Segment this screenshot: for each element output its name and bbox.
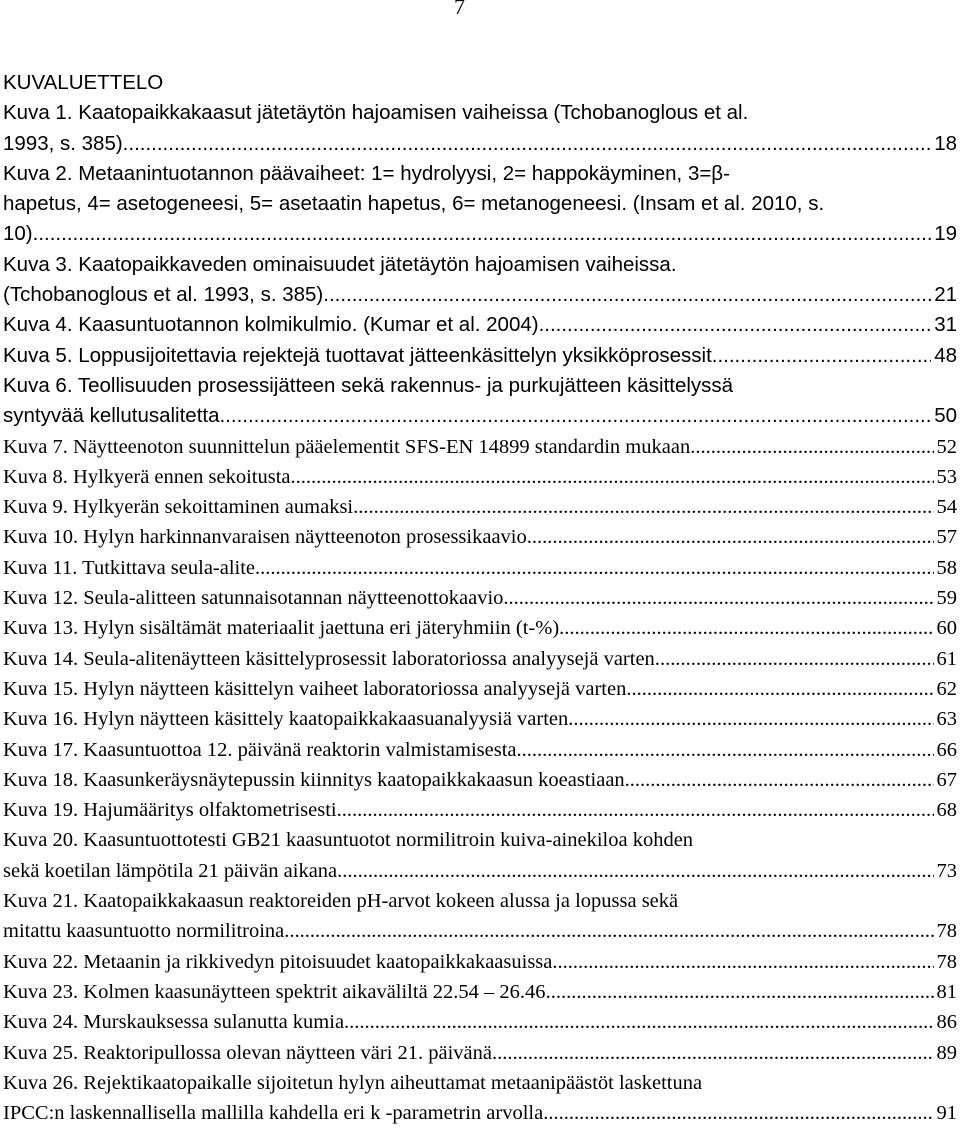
dot-leader xyxy=(539,310,932,340)
dot-leader xyxy=(558,947,934,977)
list-item[interactable] xyxy=(3,977,957,1007)
entry-text: Kuva 7. Näytteenoton suunnittelun pääelementit SFS-EN 14899 standardin mukaan. xyxy=(3,435,696,458)
list-item[interactable] xyxy=(3,462,957,492)
dot-leader xyxy=(573,704,933,734)
entry-page-number: 54 xyxy=(934,492,958,522)
entry-page-number: 53 xyxy=(934,462,958,492)
list-item[interactable] xyxy=(3,583,957,613)
list-item[interactable] xyxy=(3,795,957,825)
entry-text: Kuva 21. Kaatopaikkakaasun reaktoreiden pH-arvot kokeen alussa ja lopussa sekä xyxy=(3,890,679,913)
dot-leader xyxy=(660,644,934,674)
list-item[interactable] xyxy=(3,341,957,371)
list-item[interactable] xyxy=(3,886,957,947)
dot-leader xyxy=(225,401,931,431)
dot-leader xyxy=(717,341,931,371)
entry-page-number: 61 xyxy=(934,644,958,674)
dot-leader xyxy=(323,280,931,310)
list-item[interactable] xyxy=(3,674,957,704)
list-heading: KUVALUETTELO xyxy=(3,71,164,94)
dot-leader xyxy=(128,129,931,159)
dot-leader xyxy=(546,977,934,1007)
entry-page-number: 86 xyxy=(934,1007,958,1037)
list-item[interactable] xyxy=(3,735,957,765)
entry-text: hapetus, 4= asetogeneesi, 5= asetaatin hapetus, 6= metanogeneesi. (Insam et al. 2010, s. xyxy=(3,192,825,216)
dot-leader xyxy=(342,795,934,825)
dot-leader xyxy=(509,583,934,613)
list-item[interactable] xyxy=(3,1007,957,1037)
entry-page-number: 78 xyxy=(934,947,958,977)
figure-list xyxy=(3,68,957,1128)
entry-text: 10) xyxy=(3,222,33,246)
entry-page-number: 50 xyxy=(931,401,957,431)
entry-text: (Tchobanoglous et al. 1993, s. 385) xyxy=(3,283,324,307)
entry-text: Kuva 23. Kolmen kaasunäytteen spektrit aikaväliltä 22.54 – 26.46 xyxy=(3,980,546,1003)
dot-leader xyxy=(260,553,933,583)
dot-leader xyxy=(33,219,932,249)
entry-text: Kuva 1. Kaatopaikkakaasut jätetäytön hajoamisen vaiheissa (Tchobanoglous et al. xyxy=(3,101,749,125)
entry-page-number: 21 xyxy=(931,280,957,310)
entry-text: Kuva 9. Hylkyerän sekoittaminen aumaksi. xyxy=(3,496,359,519)
entry-text: Kuva 8. Hylkyerä ennen sekoitusta. xyxy=(3,465,296,488)
list-item[interactable] xyxy=(3,644,957,674)
entry-page-number: 78 xyxy=(934,916,958,946)
entry-text: Kuva 17. Kaasuntuottoa 12. päivänä reaktorin valmistamisesta. xyxy=(3,738,522,761)
figure-entries xyxy=(3,98,957,1128)
entry-text: Kuva 6. Teollisuuden prosessijätteen sekä rakennus- ja purkujätteen käsittelyssä xyxy=(3,373,734,397)
entry-text: Kuva 12. Seula-alitteen satunnaisotannan näytteenottokaavio. xyxy=(3,587,509,610)
entry-page-number: 19 xyxy=(931,219,957,249)
entry-text: IPCC:n laskennallisella mallilla kahdella eri k -parametrin arvolla. xyxy=(3,1102,549,1125)
dot-leader xyxy=(284,916,933,946)
entry-page-number: 31 xyxy=(931,310,957,340)
entry-page-number: 73 xyxy=(934,856,958,886)
dot-leader xyxy=(492,1038,933,1068)
dot-leader xyxy=(532,522,934,552)
dot-leader xyxy=(358,492,933,522)
entry-page-number: 81 xyxy=(934,977,958,1007)
entry-text: Kuva 26. Rejektikaatopaikalle sijoitetun hylyn aiheuttamat metaanipäästöt laskettuna xyxy=(3,1071,703,1094)
entry-text: Kuva 10. Hylyn harkinnanvaraisen näytteenoton prosessikaavio. xyxy=(3,526,532,549)
list-item[interactable] xyxy=(3,159,957,250)
dot-leader xyxy=(564,613,933,643)
entry-text: Kuva 19. Hajumääritys olfaktometrisesti. xyxy=(3,799,342,822)
dot-leader xyxy=(349,1007,933,1037)
entry-text: Kuva 18. Kaasunkeräysnäytepussin kiinnitys kaatopaikkakaasun koeastiaan. xyxy=(3,768,630,791)
entry-text: Kuva 3. Kaatopaikkaveden ominaisuudet jätetäytön hajoamisen vaiheissa. xyxy=(3,252,677,276)
entry-text: Kuva 14. Seula-alitenäytteen käsittelyprosessit laboratoriossa analyysejä varten. xyxy=(3,647,660,670)
entry-page-number: 58 xyxy=(934,553,958,583)
list-item[interactable] xyxy=(3,250,957,311)
entry-page-number: 67 xyxy=(934,765,958,795)
entry-text: 1993, s. 385). xyxy=(3,131,129,155)
entry-text: Kuva 11. Tutkittava seula-alite. xyxy=(3,556,261,579)
entry-text: Kuva 2. Metaanintuotannon päävaiheet: 1= hydrolyysi, 2= happokäyminen, 3=β- xyxy=(3,161,730,185)
list-item[interactable] xyxy=(3,522,957,552)
entry-text: Kuva 5. Loppusijoitettavia rejektejä tuottavat jätteenkäsittelyn yksikköprosessit. xyxy=(3,343,718,367)
list-item[interactable] xyxy=(3,310,957,340)
entry-page-number: 57 xyxy=(934,522,958,552)
list-item[interactable] xyxy=(3,98,957,159)
entry-page-number: 68 xyxy=(934,795,958,825)
entry-page-number: 89 xyxy=(934,1038,958,1068)
entry-page-number: 63 xyxy=(934,704,958,734)
entry-page-number: 52 xyxy=(934,432,958,462)
entry-page-number: 66 xyxy=(934,735,958,765)
list-item[interactable] xyxy=(3,492,957,522)
entry-text: Kuva 15. Hylyn näytteen käsittelyn vaiheet laboratoriossa analyysejä varten. xyxy=(3,677,632,700)
entry-text: Kuva 22. Metaanin ja rikkivedyn pitoisuudet kaatopaikkakaasuissa. xyxy=(3,950,558,973)
entry-text: Kuva 20. Kaasuntuottotesti GB21 kaasuntuotot normilitroin kuiva-ainekiloa kohden xyxy=(3,829,694,852)
list-item[interactable] xyxy=(3,765,957,795)
list-item[interactable] xyxy=(3,1068,957,1128)
entry-text: Kuva 24. Murskauksessa sulanutta kumia. xyxy=(3,1011,350,1034)
list-item[interactable] xyxy=(3,553,957,583)
list-item[interactable] xyxy=(3,947,957,977)
dot-leader xyxy=(548,1098,933,1128)
dot-leader xyxy=(630,765,934,795)
list-item[interactable] xyxy=(3,825,957,886)
entry-text: Kuva 4. Kaasuntuotannon kolmikulmio. (Kumar et al. 2004) xyxy=(3,313,539,337)
dot-leader xyxy=(631,674,933,704)
dot-leader xyxy=(695,432,933,462)
entry-text: mitattu kaasuntuotto normilitroina xyxy=(3,920,285,943)
dot-leader xyxy=(296,462,934,492)
entry-page-number: 60 xyxy=(934,613,958,643)
page-number: 7 xyxy=(454,0,465,19)
dot-leader xyxy=(522,735,934,765)
entry-text: Kuva 13. Hylyn sisältämät materiaalit jaettuna eri jäteryhmiin (t-%). xyxy=(3,617,565,640)
list-item[interactable] xyxy=(3,1038,957,1068)
list-item[interactable] xyxy=(3,371,957,432)
entry-page-number: 48 xyxy=(931,341,957,371)
dot-leader xyxy=(337,856,933,886)
list-item[interactable] xyxy=(3,704,957,734)
list-item[interactable] xyxy=(3,613,957,643)
entry-text: Kuva 16. Hylyn näytteen käsittely kaatopaikkakaasuanalyysiä varten. xyxy=(3,708,574,731)
entry-text: Kuva 25. Reaktoripullossa olevan näytteen väri 21. päivänä xyxy=(3,1041,493,1064)
entry-page-number: 62 xyxy=(934,674,958,704)
list-item[interactable] xyxy=(3,432,957,462)
entry-page-number: 18 xyxy=(931,129,957,159)
entry-page-number: 91 xyxy=(934,1098,958,1128)
entry-text: sekä koetilan lämpötila 21 päivän aikana xyxy=(3,859,338,882)
entry-text: syntyvää kellutusalitetta. xyxy=(3,404,226,428)
entry-page-number: 59 xyxy=(934,583,958,613)
